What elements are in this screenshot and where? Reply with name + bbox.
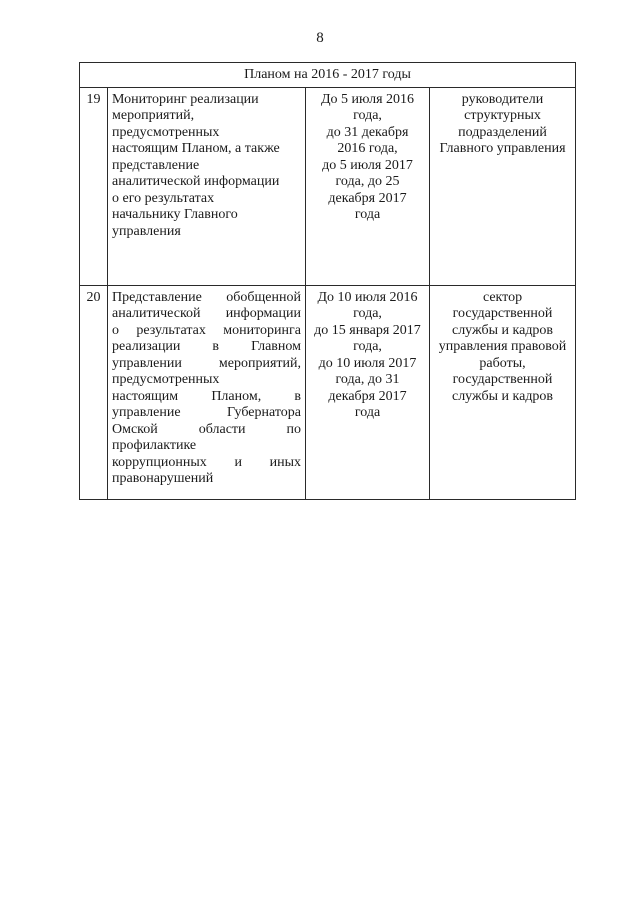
description-line: начальнику Главного [112,207,238,222]
responsible-line: подразделений [458,124,547,140]
table-section-header: Планом на 2016 - 2017 годы [80,63,576,88]
description-line: профилактике [112,438,197,453]
responsible-line: Главного управления [439,141,566,156]
page-number: 8 [316,30,324,46]
responsible-line: службы и кадров [451,322,554,338]
deadline-line: 2016 года, [337,141,398,156]
deadline-line: до 5 июля 2017 [322,157,413,173]
responsible-line: руководители [461,91,544,107]
responsible-line: структурных [464,108,541,123]
description-line: о его результатах [112,190,215,206]
description-line: аналитической информации [112,174,280,189]
deadline-line: до 10 июля 2017 [318,355,417,371]
responsible-line: работы, [479,355,526,371]
table-row [80,285,576,499]
description-line: о результатах мониторинга [112,322,301,338]
row-responsible [430,87,576,285]
description-line: предусмотренных [112,124,220,140]
description-line: реализации в Главном [112,339,301,354]
deadline-line: до 15 января 2017 [314,322,421,338]
description-line: мероприятий, [112,108,195,123]
responsible-line: управления правовой [438,339,567,354]
description-line: представление [112,157,200,173]
deadline-line: декабря 2017 [328,388,407,404]
description-line: Омской области по [112,421,301,437]
deadline-line: декабря 2017 [328,190,407,206]
description-line: управления [112,223,181,239]
responsible-line: сектор [482,289,523,305]
description-line: коррупционных и иных [112,454,301,470]
row-number: 20 [80,285,108,499]
responsible-line: государственной [452,372,553,387]
description-line: настоящим Планом, в [112,388,301,404]
row-responsible [430,285,576,499]
description-line: настоящим Планом, а также [112,141,280,156]
table-header-row [80,63,576,88]
description-line: управление Губернатора [112,405,301,420]
description-line: Мониторинг реализации [112,91,259,107]
description-line: управлении мероприятий, [112,355,301,371]
row-description [108,87,306,285]
responsible-line: службы и кадров [451,388,554,404]
description-line: правонарушений [112,471,214,486]
row-description [108,285,306,499]
deadline-line: до 31 декабря [326,124,409,140]
description-line: предусмотренных [112,372,220,387]
deadline-line: года [354,405,381,420]
deadline-line: года, [353,339,382,354]
deadline-line: года, [353,306,382,321]
deadline-line: года, до 25 [335,174,400,189]
deadline-line: До 5 июля 2016 [320,91,415,107]
deadline-line: года [354,207,381,222]
table-row [80,87,576,285]
description-line: Представление обобщенной [112,289,301,305]
plan-table [79,62,576,500]
row-deadline [306,285,430,499]
description-line: аналитической информации [112,306,301,321]
responsible-line: государственной [452,306,553,321]
deadline-line: года, до 31 [335,372,400,387]
deadline-line: года, [353,108,382,123]
row-deadline [306,87,430,285]
deadline-line: До 10 июля 2016 [317,289,418,305]
row-number: 19 [80,87,108,285]
